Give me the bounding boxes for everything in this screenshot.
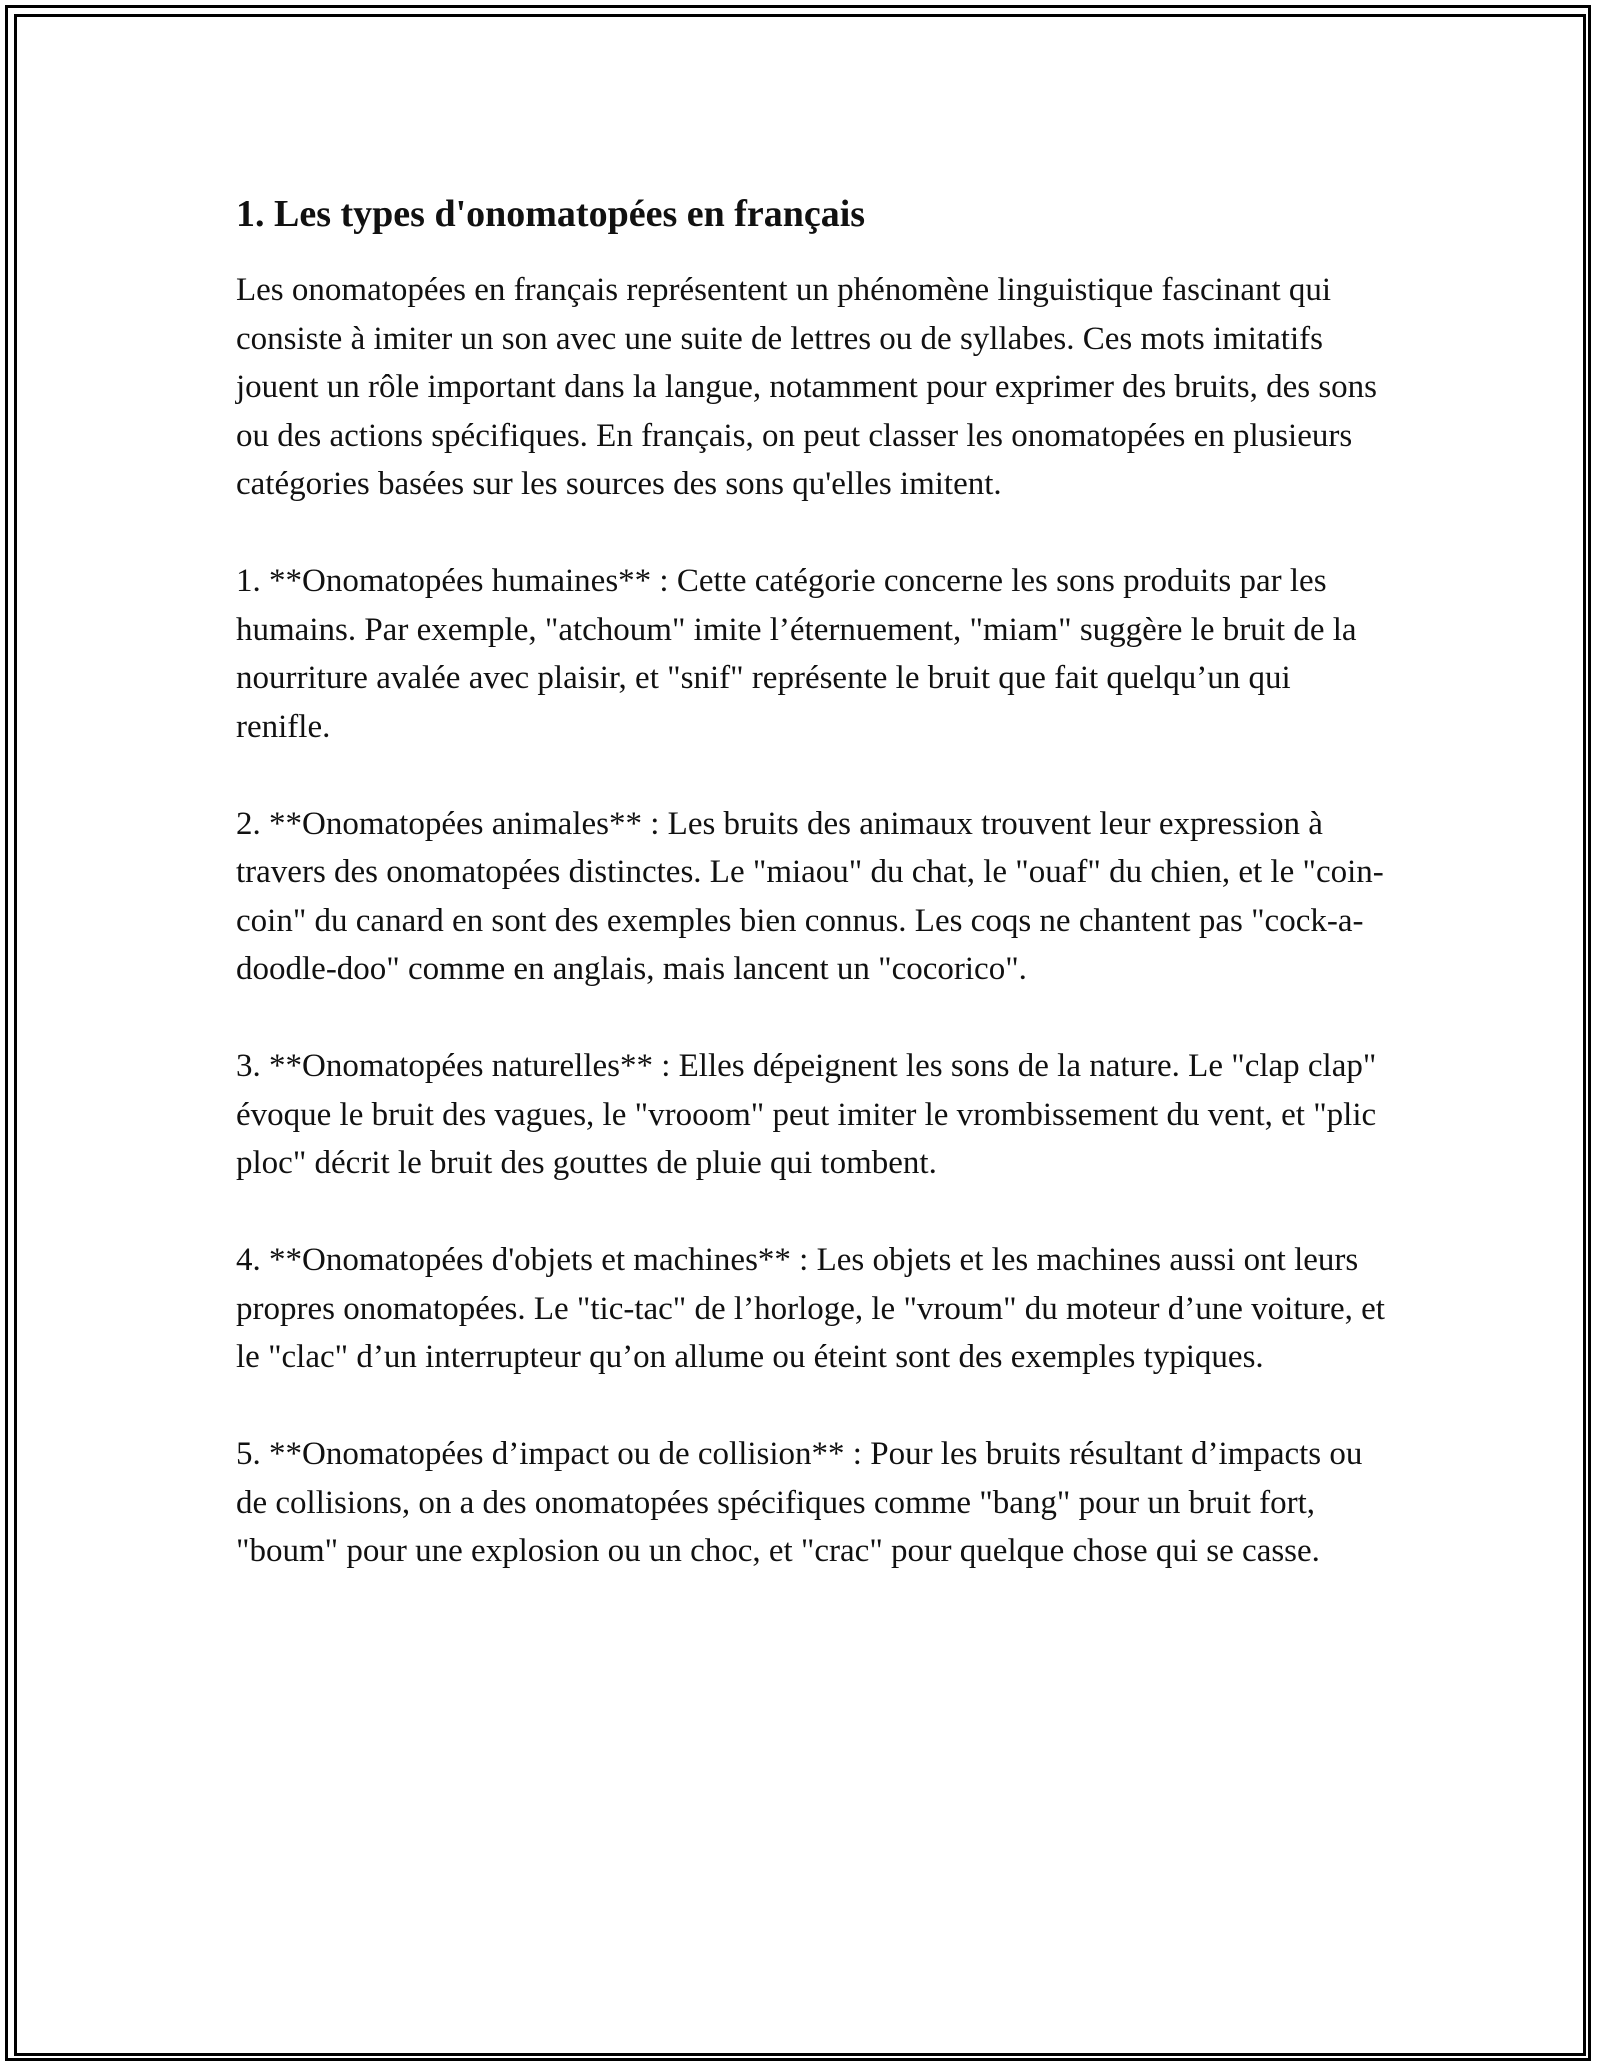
paragraph-impact-collision-onomatopoeia: 5. **Onomatopées d’impact ou de collision** : Pour les bruits résultant d’impacts ou de collisions, on a des onomatopées spécifiques comme "bang" pour un bruit fort, "boum" pour une explosion ou un choc, et "crac" pour quelque chose qui se casse. xyxy=(236,1436,1363,1569)
paragraph-objects-machines-onomatopoeia: 4. **Onomatopées d'objets et machines** : Les objets et les machines aussi ont leurs propres onomatopées. Le "tic-tac" de l’horloge, le "vroum" du moteur d’une voiture, et le "clac" d’un interrupteur qu’on allume ou éteint sont des exemples typiques. xyxy=(236,1242,1385,1375)
intro-paragraph: Les onomatopées en français représentent un phénomène linguistique fascinant qui consiste à imiter un son avec une suite de lettres ou de syllabes. Ces mots imitatifs jouent un rôle important dans la langue, notamment pour exprimer des bruits, des sons ou des actions spécifiques. En français, on peut classer les onomatopées en plusieurs catégories basées sur les sources des sons qu'elles imitent. xyxy=(236,272,1378,502)
paragraph-human-onomatopoeia: 1. **Onomatopées humaines** : Cette catégorie concerne les sons produits par les humains. Par exemple, "atchoum" imite l’éternuement, "miam" suggère le bruit de la nourriture avalée avec plaisir, et "snif" représente le bruit que fait quelqu’un qui renifle. xyxy=(236,563,1357,745)
page-title: 1. Les types d'onomatopées en français xyxy=(236,193,866,235)
paragraph-natural-onomatopoeia: 3. **Onomatopées naturelles** : Elles dépeignent les sons de la nature. Le "clap clap" évoque le bruit des vagues, le "vrooom" peut imiter le vrombissement du vent, et "plic ploc" décrit le bruit des gouttes de pluie qui tombent. xyxy=(236,1048,1377,1181)
document-body xyxy=(236,186,1386,1624)
paragraph-animal-onomatopoeia: 2. **Onomatopées animales** : Les bruits des animaux trouvent leur expression à travers des onomatopées distinctes. Le "miaou" du chat, le "ouaf" du chien, et le "coin-coin" du canard en sont des exemples bien connus. Les coqs ne chantent pas "cock-a-doodle-doo" comme en anglais, mais lancent un "cocorico". xyxy=(236,805,1384,987)
